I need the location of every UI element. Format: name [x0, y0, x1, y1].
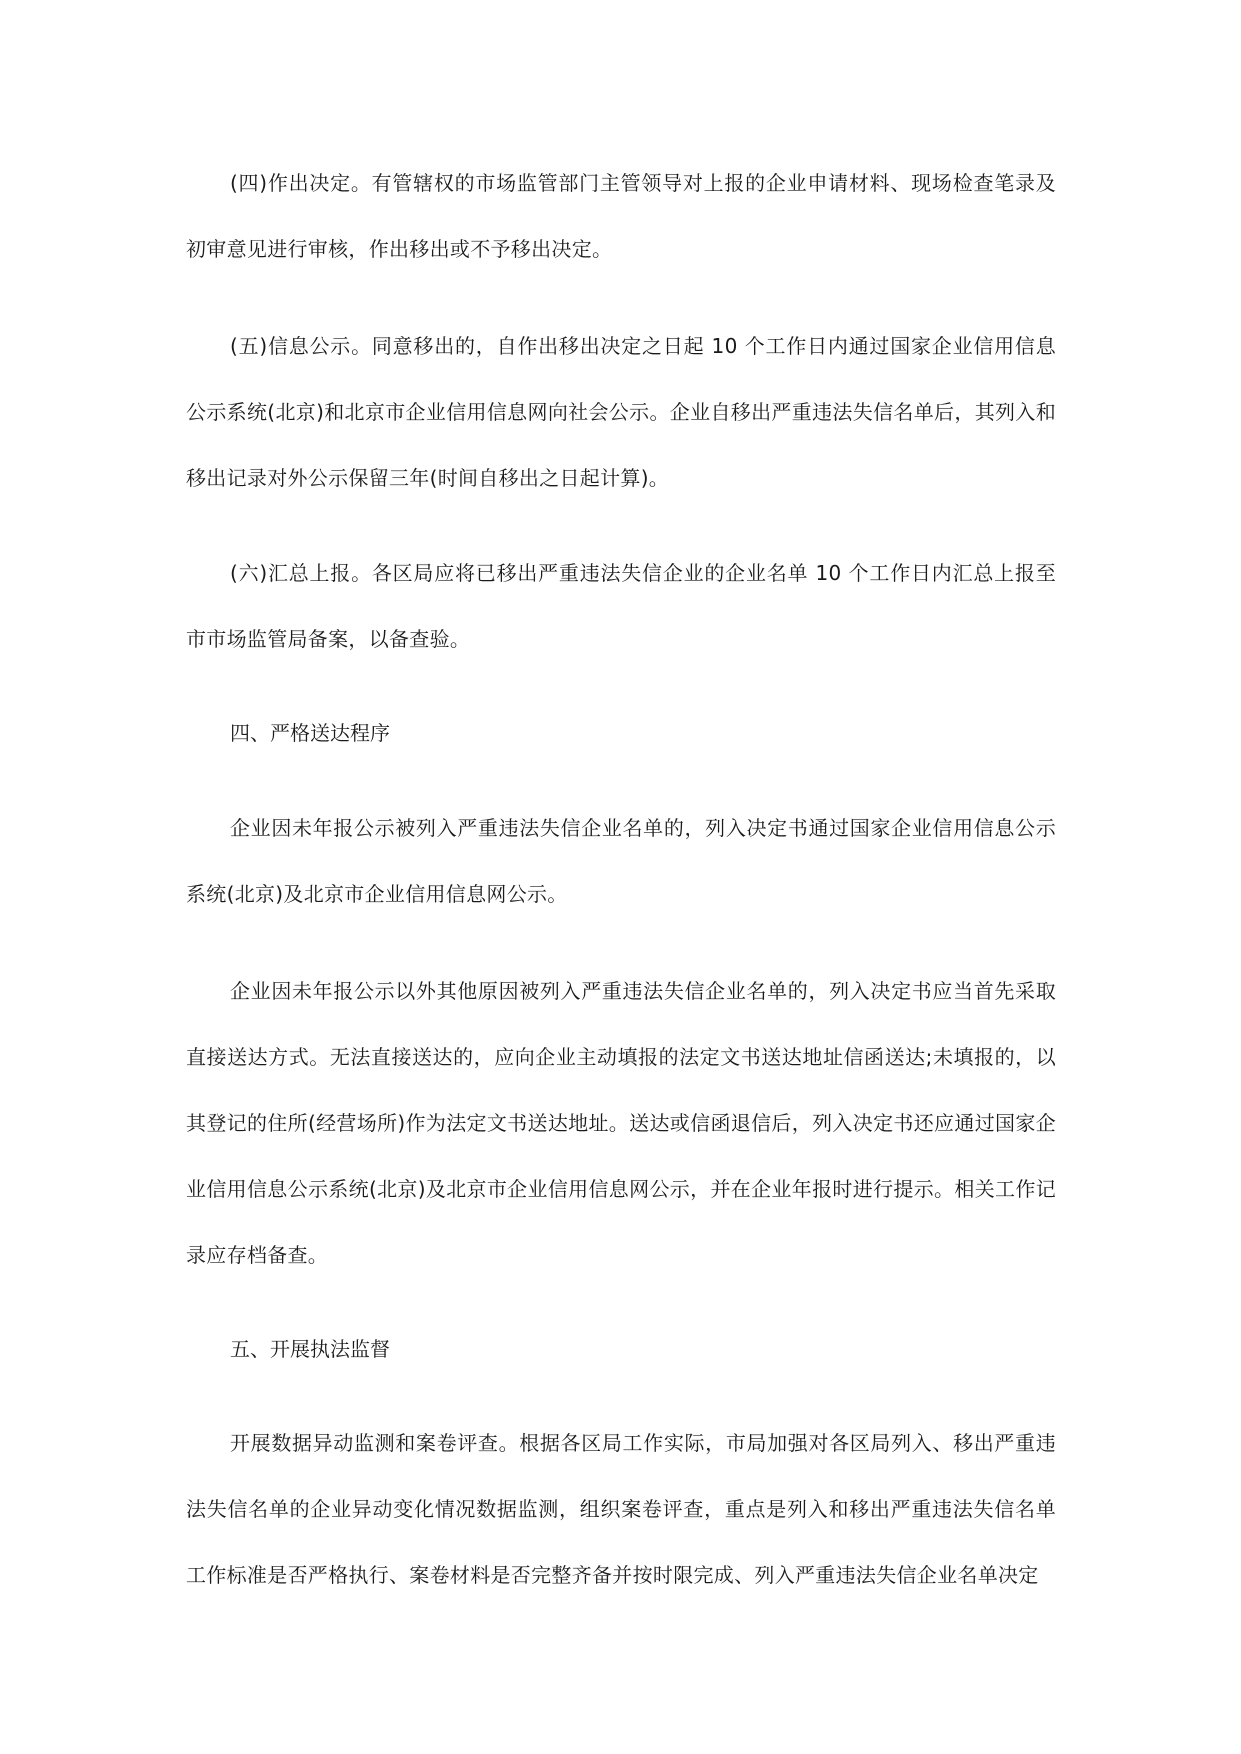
paragraph-make-decision: (四)作出决定。有管辖权的市场监管部门主管领导对上报的企业申请材料、现场检查笔录及初审意见进行审核，作出移出或不予移出决定。 [186, 171, 1056, 261]
paragraph-summary-report: (六)汇总上报。各区局应将已移出严重违法失信企业的企业名单 10 个工作日内汇总上报至市市场监管局备案，以备查验。 [186, 561, 1056, 651]
paragraph-information-disclosure: (五)信息公示。同意移出的，自作出移出决定之日起 10 个工作日内通过国家企业信用信息公示系统(北京)和北京市企业信用信息网向社会公示。企业自移出严重违法失信名单后，其列入和移出记录对外公示保留三年(时间自移出之日起计算)。 [186, 334, 1056, 490]
paragraph-delivery-annual-report: 企业因未年报公示被列入严重违法失信企业名单的，列入决定书通过国家企业信用信息公示系统(北京)及北京市企业信用信息网公示。 [186, 816, 1056, 906]
paragraph-data-monitoring: 开展数据异动监测和案卷评查。根据各区局工作实际，市局加强对各区局列入、移出严重违法失信名单的企业异动变化情况数据监测，组织案卷评查，重点是列入和移出严重违法失信名单工作标准是否严格执行、案卷材料是否完整齐备并按时限完成、列入严重违法失信企业名单决定 [186, 1431, 1056, 1587]
section-heading-enforcement-supervision: 五、开展执法监督 [230, 1337, 390, 1361]
paragraph-delivery-other-reasons: 企业因未年报公示以外其他原因被列入严重违法失信企业名单的，列入决定书应当首先采取直接送达方式。无法直接送达的，应向企业主动填报的法定文书送达地址信函送达;未填报的，以其登记的住所(经营场所)作为法定文书送达地址。送达或信函退信后，列入决定书还应通过国家企业信用信息公示系统(北京)及北京市企业信用信息网公示，并在企业年报时进行提示。相关工作记录应存档备查。 [186, 979, 1056, 1267]
section-heading-delivery-procedure: 四、严格送达程序 [230, 721, 390, 745]
